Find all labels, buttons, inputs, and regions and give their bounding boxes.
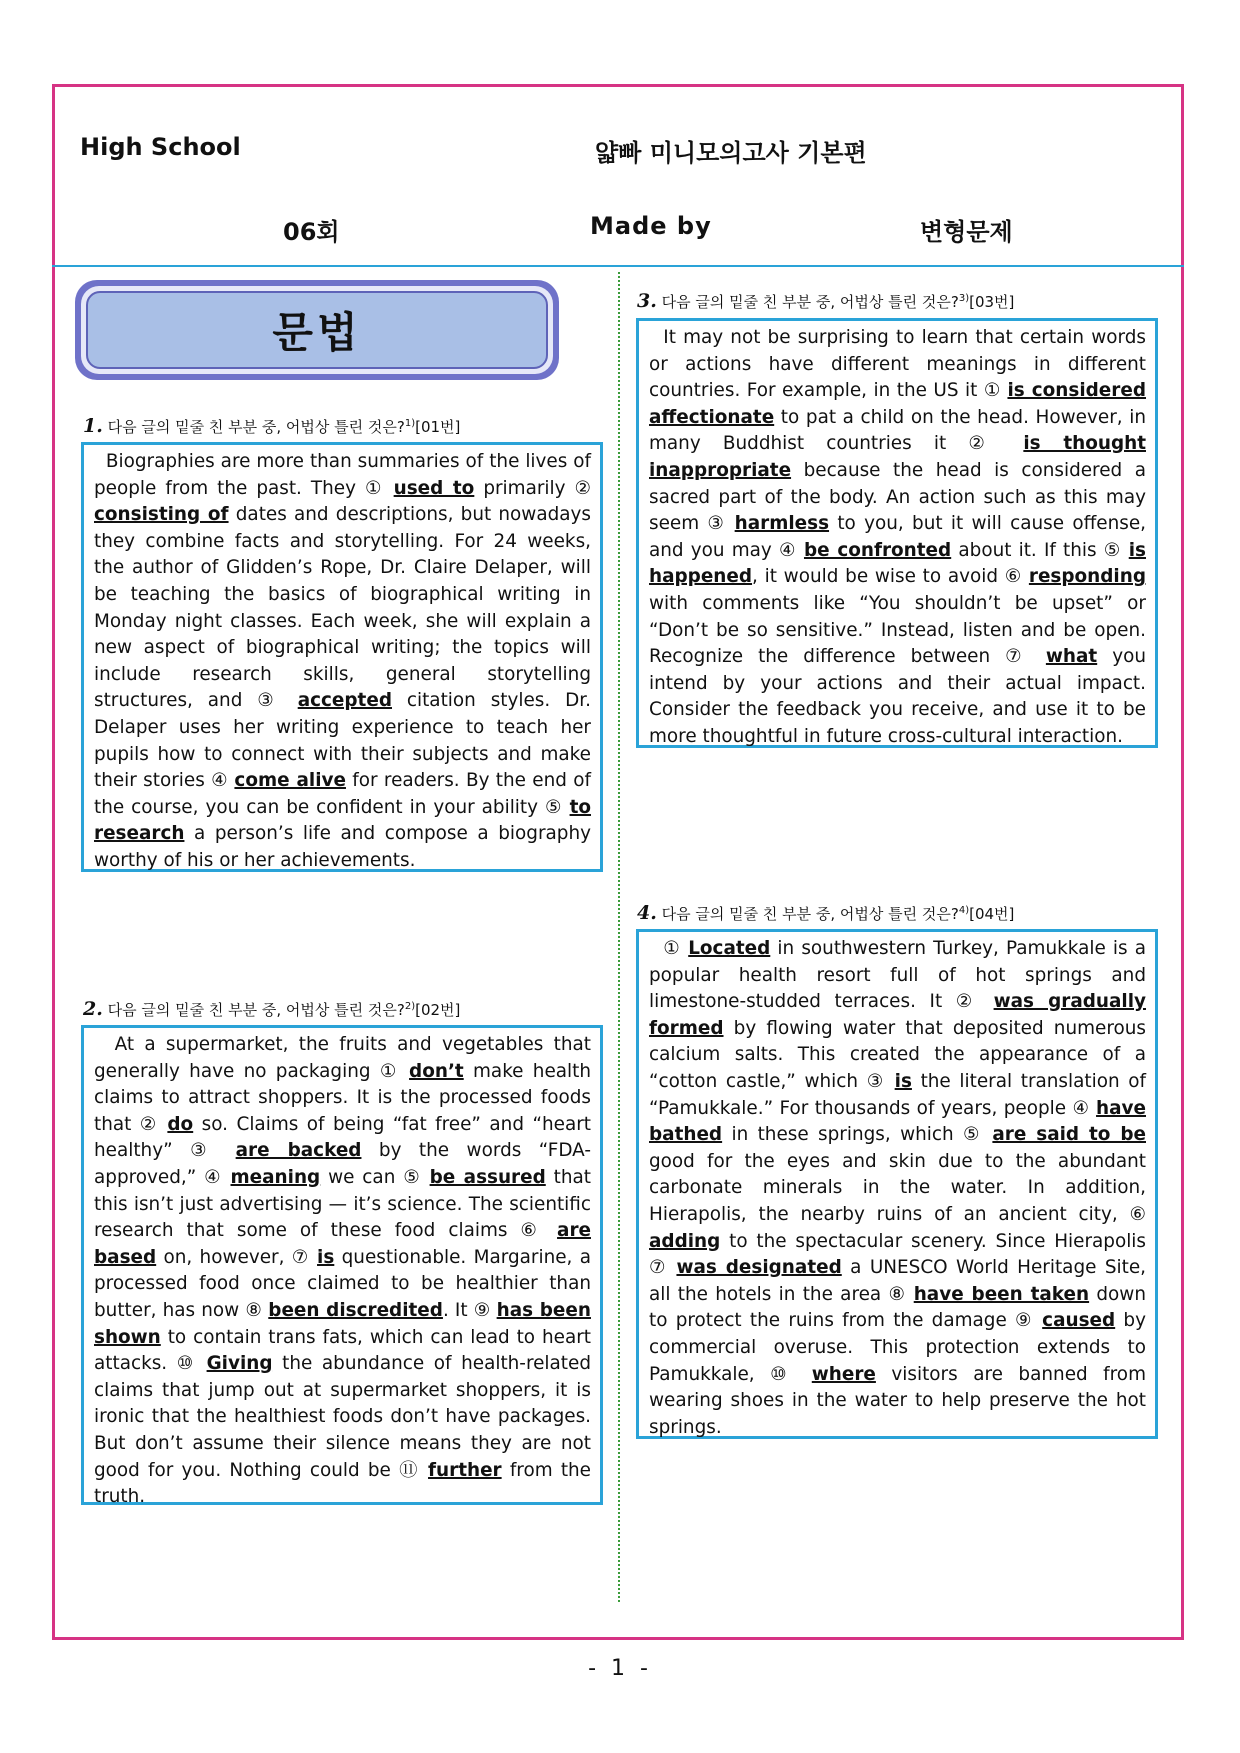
underlined-choice: to research — [94, 796, 591, 845]
passage-text: to you, but it will cause offense, and you may ④ — [649, 513, 1146, 561]
question-source: [02번] — [415, 1001, 461, 1019]
footnote-ref: 2) — [404, 1001, 416, 1012]
underlined-choice: be assured — [429, 1166, 546, 1188]
underlined-choice: is happened — [649, 539, 1146, 588]
underlined-choice: are based — [94, 1220, 591, 1268]
passage-text: with comments like “You shouldn’t be upset” or “Don’t be so sensitive.” Instead, listen and be open. Recognize the difference between ⑦ — [649, 592, 1146, 668]
passage-text: dates and descriptions, but nowadays they combine facts and storytelling. For 24 weeks, the author of Glidden’s Rope, Dr. Claire Delaper, will be teaching the basics of biographical writing in Monday night classes. Each week, she will explain a new aspect of biographical writing; the topics will include research skills, general storytelling structures, and ③ — [94, 504, 591, 712]
underlined-choice: responding — [1028, 566, 1146, 588]
type-label: 변형문제 — [920, 218, 1013, 246]
footnote-ref: 1) — [404, 418, 416, 429]
underlined-choice: are backed — [235, 1140, 362, 1162]
underlined-choice: do — [167, 1113, 194, 1135]
question-number: 1. — [83, 415, 103, 437]
underlined-choice: is thought inappropriate — [649, 433, 1146, 481]
underlined-choice: meaning — [230, 1166, 321, 1188]
school-label: High School — [80, 133, 241, 161]
passage-text: down to protect the ruins from the damage ⑨ — [649, 1283, 1147, 1332]
underlined-choice: consisting of — [94, 504, 229, 526]
passage-text: by commercial overuse. This protection extends to Pamukkale, ⑩ — [649, 1310, 1146, 1385]
passage-text: a person’s life and compose a biography worthy of his or her achievements. — [94, 823, 591, 871]
underlined-choice: be confronted — [803, 539, 952, 561]
passage-text: ① — [663, 938, 689, 959]
question-number: 2. — [83, 998, 103, 1020]
passage-text: to pat a child on the head. However, in many Buddhist countries it ② — [649, 406, 1146, 455]
underlined-choice: is — [317, 1246, 335, 1268]
underlined-choice: come alive — [234, 770, 346, 792]
passage-text: a UNESCO World Heritage Site, all the hotels in the area ⑧ — [649, 1257, 1146, 1305]
question-header — [637, 902, 1014, 924]
question-header — [83, 415, 460, 437]
passage-text: from the truth. — [94, 1459, 592, 1508]
underlined-choice: further — [428, 1459, 502, 1481]
question-number: 3. — [637, 290, 657, 312]
passage-text: , it would be wise to avoid ⑥ — [752, 566, 1029, 588]
column-divider — [618, 272, 620, 1602]
passage-text: so. Claims of being “fat free” and “heart healthy” ③ — [94, 1113, 592, 1162]
passage-text: It may not be surprising to learn that certain words or actions have different meanings in different countries. For example, in the US it ① — [649, 327, 1146, 402]
passage-text: in southwestern Turkey, Pamukkale is a popular health resort full of hot springs and limestone-studded terraces. It ② — [649, 938, 1147, 1013]
underlined-choice: was designated — [676, 1257, 842, 1279]
underlined-choice: is — [894, 1070, 912, 1092]
underlined-choice: where — [811, 1363, 876, 1385]
underlined-choice: has been shown — [94, 1299, 591, 1348]
round-label: 06회 — [283, 218, 340, 246]
underlined-choice: used to — [393, 477, 475, 499]
underlined-choice: have bathed — [649, 1097, 1146, 1146]
section-title-banner — [75, 280, 559, 380]
question-header — [83, 998, 460, 1020]
passage-text: citation styles. Dr. Delaper uses her writing experience to teach her pupils how to connect with their subjects and make their stories ④ — [94, 690, 591, 792]
question-prompt: 다음 글의 밑줄 친 부분 중, 어법상 틀린 것은? — [107, 418, 405, 436]
question-source: [04번] — [969, 905, 1015, 923]
underlined-choice: accepted — [297, 690, 392, 712]
header-divider — [52, 265, 1184, 267]
footnote-ref: 3) — [958, 293, 970, 304]
underlined-choice: have been taken — [913, 1283, 1090, 1305]
underlined-choice: been discredited — [268, 1299, 443, 1321]
underlined-choice: are said to be — [992, 1124, 1146, 1146]
passage-text: questionable. Margarine, a processed food once claimed to be healthier than butter, has now ⑧ — [94, 1246, 591, 1321]
underlined-choice: harmless — [734, 513, 830, 535]
passage-text: for readers. By the end of the course, you can be confident in your ability ⑤ — [94, 770, 591, 818]
passage-text: you intend by your actions and their actual impact. Consider the feedback you receive, and use it to be more thoughtful in future cross-cultural interaction. — [649, 646, 1147, 747]
question-passage — [636, 929, 1158, 1439]
question-prompt: 다음 글의 밑줄 친 부분 중, 어법상 틀린 것은? — [107, 1001, 405, 1019]
question-header — [637, 290, 1014, 312]
underlined-choice: Located — [688, 938, 771, 959]
underlined-choice: what — [1045, 646, 1098, 668]
passage-text: At a supermarket, the fruits and vegetables that generally have no packaging ① — [94, 1034, 591, 1082]
passage-text: that this isn’t just advertising — it’s science. The scientific research that some of these food claims ⑥ — [94, 1166, 591, 1242]
question-prompt: 다음 글의 밑줄 친 부분 중, 어법상 틀린 것은? — [661, 293, 959, 311]
passage-text: by the words “FDA-approved,” ④ — [94, 1140, 591, 1188]
underlined-choice: Giving — [206, 1353, 273, 1375]
underlined-choice: don’t — [409, 1060, 464, 1082]
underlined-choice: caused — [1042, 1310, 1116, 1332]
passage-text: in these springs, which ⑤ — [722, 1124, 993, 1146]
footnote-ref: 4) — [958, 905, 970, 916]
underlined-choice: is considered affectionate — [649, 380, 1146, 428]
passage-text: to the spectacular scenery. Since Hierapolis ⑦ — [649, 1230, 1146, 1279]
section-title: 문법 — [86, 291, 548, 369]
passage-text: visitors are banned from wearing shoes in the water to help preserve the hot springs. — [649, 1363, 1146, 1438]
question-source: [01번] — [415, 418, 461, 436]
question-passage — [81, 1025, 603, 1508]
underlined-choice: was gradually formed — [649, 991, 1146, 1039]
passage-text: make health claims to attract shoppers. It is the processed foods that ② — [94, 1060, 591, 1135]
passage-text: to contain trans fats, which can lead to heart attacks. ⑩ — [94, 1326, 591, 1375]
passage-text: Biographies are more than summaries of the lives of people from the past. They ① — [94, 451, 591, 499]
passage-text: the abundance of health-related claims that jump out at supermarket shoppers, it is ironic that the healthiest foods don’t have packages. But don’t assume their silence means they are not good for you. Nothing could be ⑪ — [94, 1353, 591, 1481]
question-prompt: 다음 글의 밑줄 친 부분 중, 어법상 틀린 것은? — [661, 905, 959, 923]
passage-text: by flowing water that deposited numerous calcium salts. This created the appearance of a “cotton castle,” which ③ — [649, 1017, 1146, 1092]
passage-text: the literal translation of “Pamukkale.” For thousands of years, people ④ — [649, 1070, 1146, 1119]
underlined-choice: adding — [649, 1230, 721, 1252]
passage-text: because the head is considered a sacred part of the body. An action such as this may seem ③ — [649, 459, 1146, 535]
passage-text: on, however, ⑦ — [156, 1246, 318, 1268]
question-source: [03번] — [969, 293, 1015, 311]
passage-text: . It ⑨ — [442, 1299, 497, 1321]
question-number: 4. — [637, 902, 657, 924]
question-passage — [81, 442, 603, 872]
book-title: 얇빠 미니모의고사 기본편 — [595, 139, 867, 167]
passage-text: good for the eyes and skin due to the abundant carbonate minerals in the water. In addition, Hierapolis, the nearby ruins of an ancient city, ⑥ — [649, 1150, 1146, 1225]
page-number: - 1 - — [588, 1656, 652, 1681]
made-by-label: Made by — [590, 212, 712, 240]
passage-text: we can ⑤ — [320, 1166, 430, 1188]
passage-text: primarily ② — [474, 477, 591, 499]
question-passage — [636, 318, 1158, 748]
passage-text: about it. If this ⑤ — [951, 539, 1129, 561]
